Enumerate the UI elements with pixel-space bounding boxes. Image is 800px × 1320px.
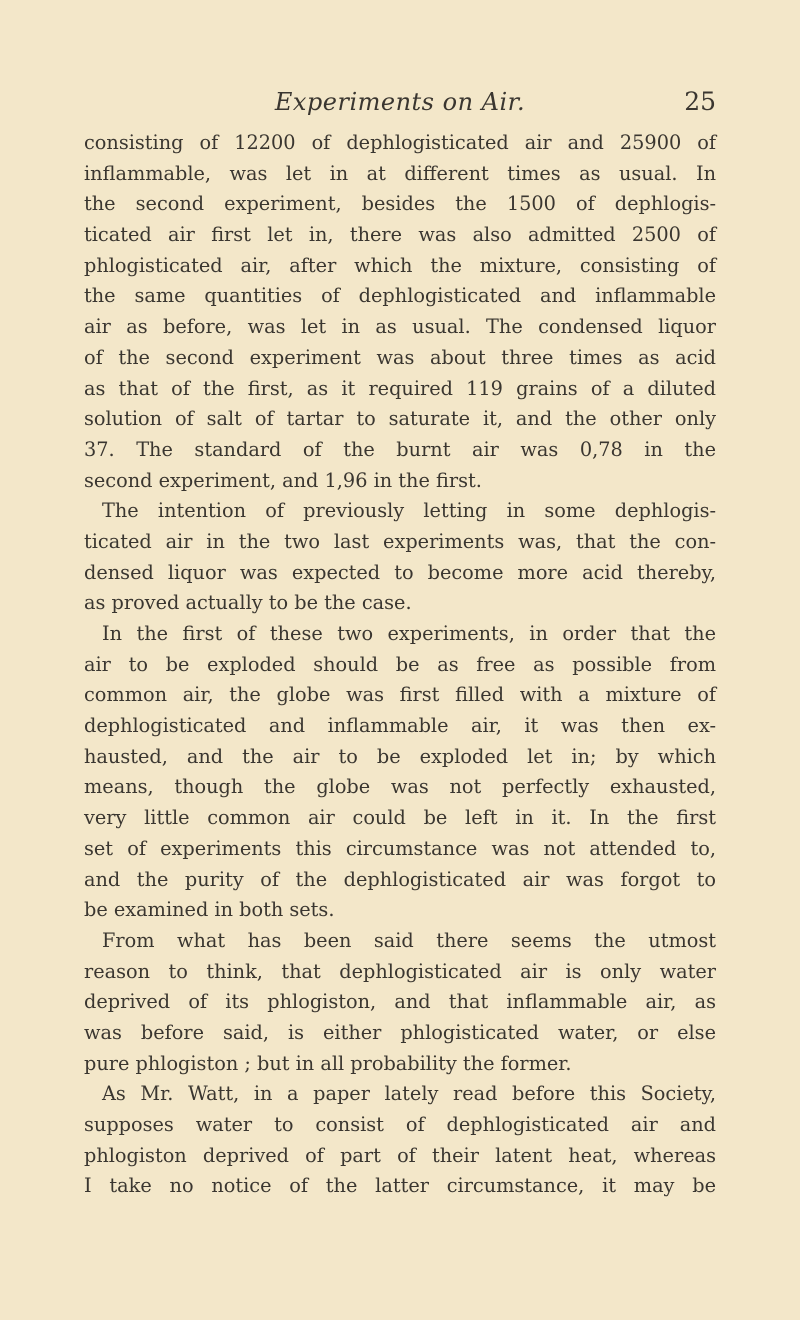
text-line: as proved actually to be the case. <box>84 591 412 615</box>
text-line: was before said, is either phlogisticated water, or else <box>84 1020 716 1044</box>
text-line: the same quantities of dephlogisticated and inflammable <box>84 284 716 308</box>
text-line: inflammable, was let in at different times as usual. In <box>84 161 716 185</box>
text-line: ticated air first let in, there was also admitted 2500 of <box>84 223 716 247</box>
text-line: the second experiment, besides the 1500 of dephlogis- <box>84 192 716 216</box>
text-line: solution of salt of tartar to saturate it, and the other only <box>84 407 716 431</box>
text-line: common air, the globe was first filled with a mixture of <box>84 683 716 707</box>
body-text <box>84 128 716 1202</box>
running-title: Experiments on Air. <box>274 88 526 116</box>
running-head <box>84 84 716 120</box>
text-line: means, though the globe was not perfectly exhausted, <box>84 775 716 799</box>
text-line: second experiment, and 1,96 in the first. <box>84 468 482 492</box>
text-line: I take no notice of the latter circumstance, it may be <box>84 1174 716 1198</box>
text-line: phlogisticated air, after which the mixture, consisting of <box>84 253 716 277</box>
text-line: hausted, and the air to be exploded let in; by which <box>84 744 716 768</box>
text-line: very little common air could be left in it. In the first <box>84 806 716 830</box>
text-line: densed liquor was expected to become more acid thereby, <box>84 560 716 584</box>
text-line: as that of the first, as it required 119 grains of a diluted <box>84 376 716 400</box>
text-line: supposes water to consist of dephlogisticated air and <box>84 1113 716 1136</box>
text-line: be examined in both sets. <box>84 898 335 922</box>
text-line: phlogiston deprived of part of their latent heat, whereas <box>84 1143 716 1167</box>
text-line: air as before, was let in as usual. The condensed liquor <box>84 315 716 339</box>
text-line: The intention of previously letting in some dephlogis- <box>102 499 716 523</box>
text-line: of the second experiment was about three times as acid <box>84 345 716 369</box>
text-line: consisting of 12200 of dephlogisticated air and 25900 of <box>84 131 716 154</box>
text-line: reason to think, that dephlogisticated air is only water <box>84 959 716 983</box>
text-line: dephlogisticated and inflammable air, it was then ex- <box>84 714 716 738</box>
text-line: pure phlogiston ; but in all probability the former. <box>84 1051 572 1075</box>
text-line: set of experiments this circumstance was not attended to, <box>84 836 716 860</box>
text-line: air to be exploded should be as free as possible from <box>84 652 716 676</box>
text-line: 37. The standard of the burnt air was 0,78 in the <box>84 437 716 461</box>
page-number: 25 <box>684 87 716 116</box>
text-line: As Mr. Watt, in a paper lately read before this Society, <box>102 1082 716 1106</box>
text-line: In the first of these two experiments, in order that the <box>102 622 716 645</box>
text-line: ticated air in the two last experiments was, that the con- <box>84 529 716 553</box>
text-line: deprived of its phlogiston, and that inflammable air, as <box>84 990 716 1014</box>
text-line: From what has been said there seems the utmost <box>102 928 716 952</box>
text-line: and the purity of the dephlogisticated air was forgot to <box>84 867 716 891</box>
